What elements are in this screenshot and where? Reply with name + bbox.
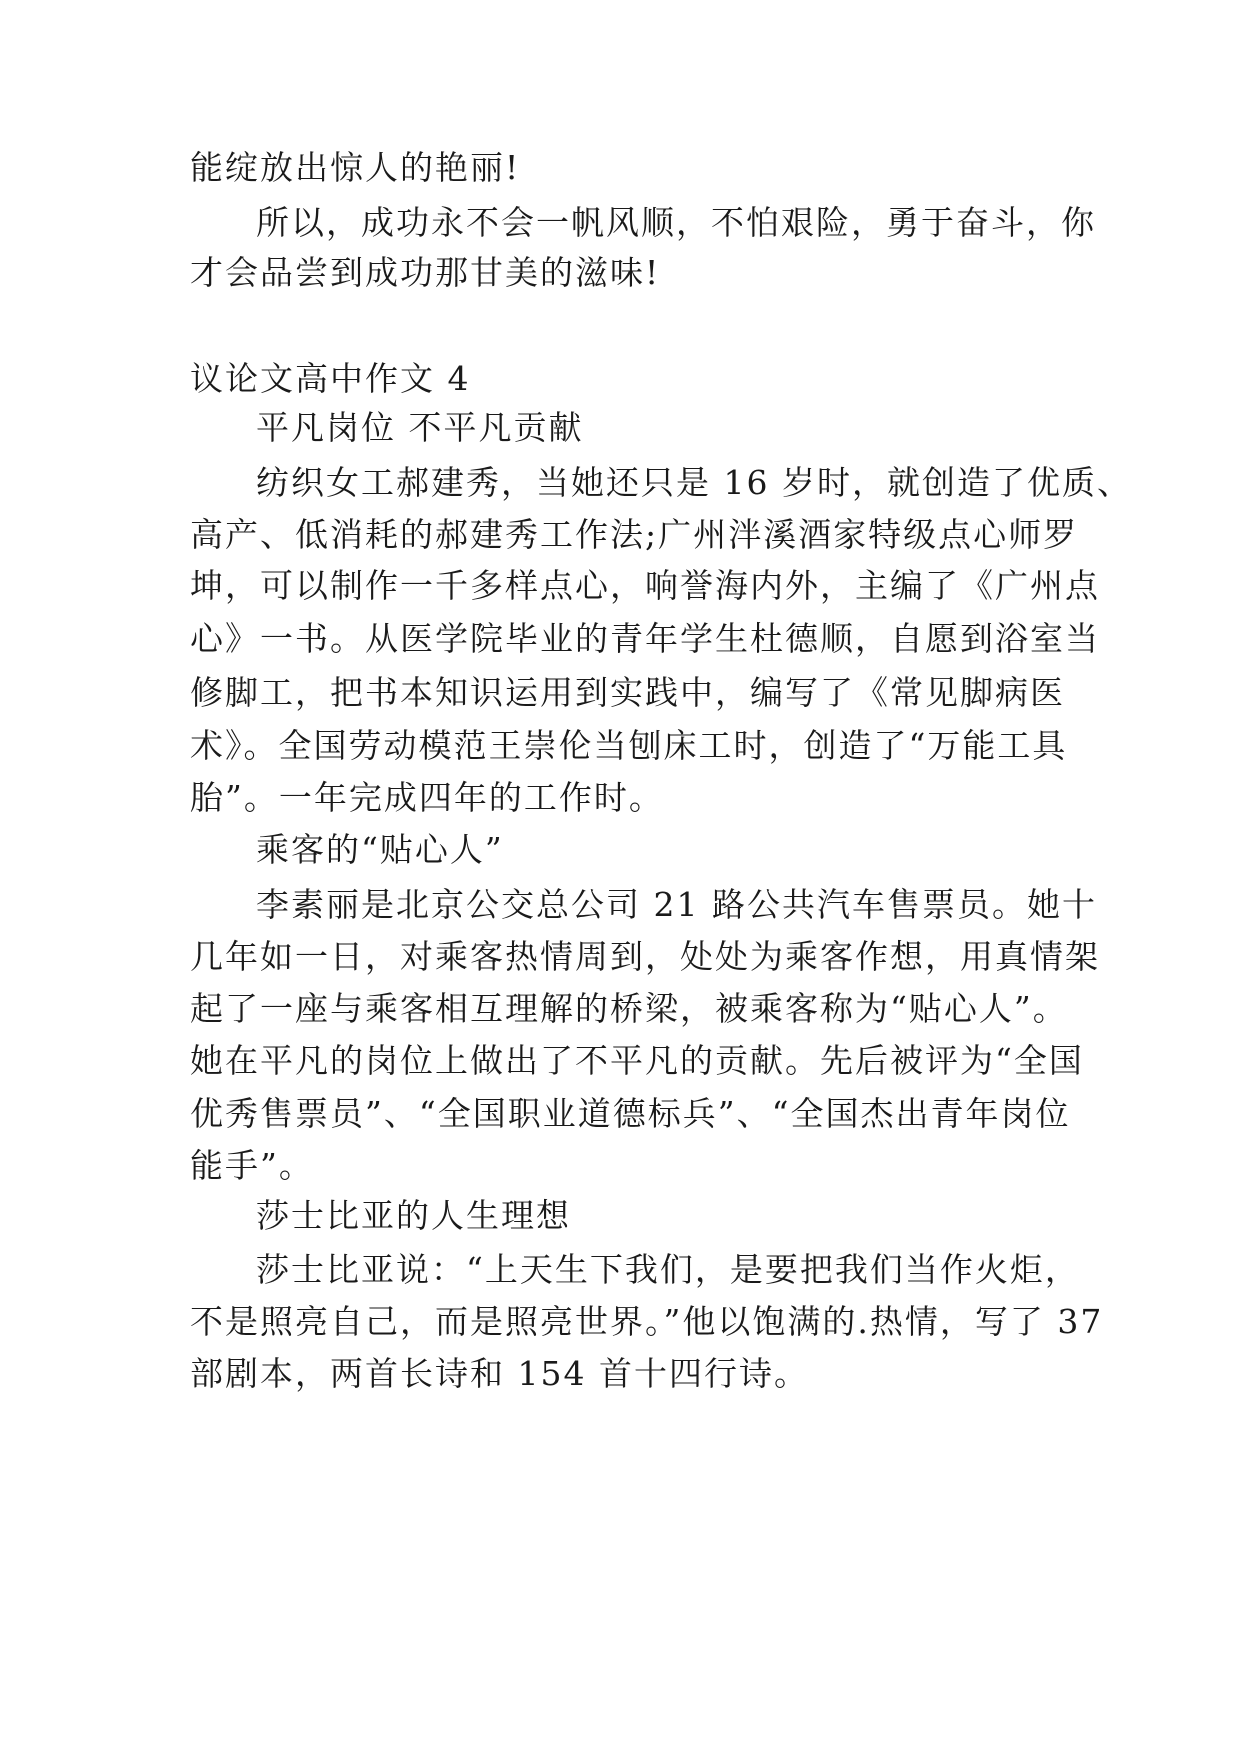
paragraph-line: 优秀售票员”、“全国职业道德标兵”、“全国杰出青年岗位 — [190, 1094, 1071, 1133]
intro-line-2: 所以，成功永不会一帆风顺，不怕艰险，勇于奋斗，你 — [256, 203, 1096, 242]
section-heading-1: 平凡岗位 不平凡贡献 — [256, 408, 584, 447]
paragraph-line: 坤，可以制作一千多样点心，响誉海内外，主编了《广州点 — [190, 566, 1100, 605]
paragraph-line: 起了一座与乘客相互理解的桥梁，被乘客称为“贴心人”。 — [190, 989, 1068, 1028]
paragraph-line: 术》。全国劳动模范王崇伦当刨床工时，创造了“万能工具 — [190, 726, 1068, 765]
paragraph-line: 莎士比亚说：“上天生下我们，是要把我们当作火炬， — [256, 1250, 1080, 1289]
paragraph-line: 心》一书。从医学院毕业的青年学生杜德顺，自愿到浴室当 — [190, 619, 1100, 658]
paragraph-line: 几年如一日，对乘客热情周到，处处为乘客作想，用真情架 — [190, 937, 1100, 976]
paragraph-line: 能手”。 — [190, 1146, 314, 1185]
section-heading-3: 莎士比亚的人生理想 — [256, 1196, 571, 1235]
paragraph-line: 修脚工，把书本知识运用到实践中，编写了《常见脚病医 — [190, 673, 1065, 712]
paragraph-line: 李素丽是北京公交总公司 21 路公共汽车售票员。她十 — [256, 885, 1097, 924]
section-title: 议论文高中作文 4 — [190, 359, 471, 398]
paragraph-line: 纺织女工郝建秀，当她还只是 16 岁时，就创造了优质、 — [256, 463, 1132, 502]
paragraph-line: 部剧本，两首长诗和 154 首十四行诗。 — [190, 1354, 809, 1393]
paragraph-line: 高产、低消耗的郝建秀工作法;广州泮溪酒家特级点心师罗 — [190, 515, 1079, 554]
paragraph-line: 不是照亮自己，而是照亮世界。”他以饱满的.热情，写了 37 — [190, 1302, 1104, 1341]
paragraph-line: 胎”。一年完成四年的工作时。 — [190, 778, 664, 817]
section-heading-2: 乘客的“贴心人” — [256, 830, 504, 869]
intro-line-3: 才会品尝到成功那甘美的滋味! — [190, 253, 661, 292]
intro-line-1: 能绽放出惊人的艳丽! — [190, 148, 521, 187]
paragraph-line: 她在平凡的岗位上做出了不平凡的贡献。先后被评为“全国 — [190, 1041, 1084, 1080]
